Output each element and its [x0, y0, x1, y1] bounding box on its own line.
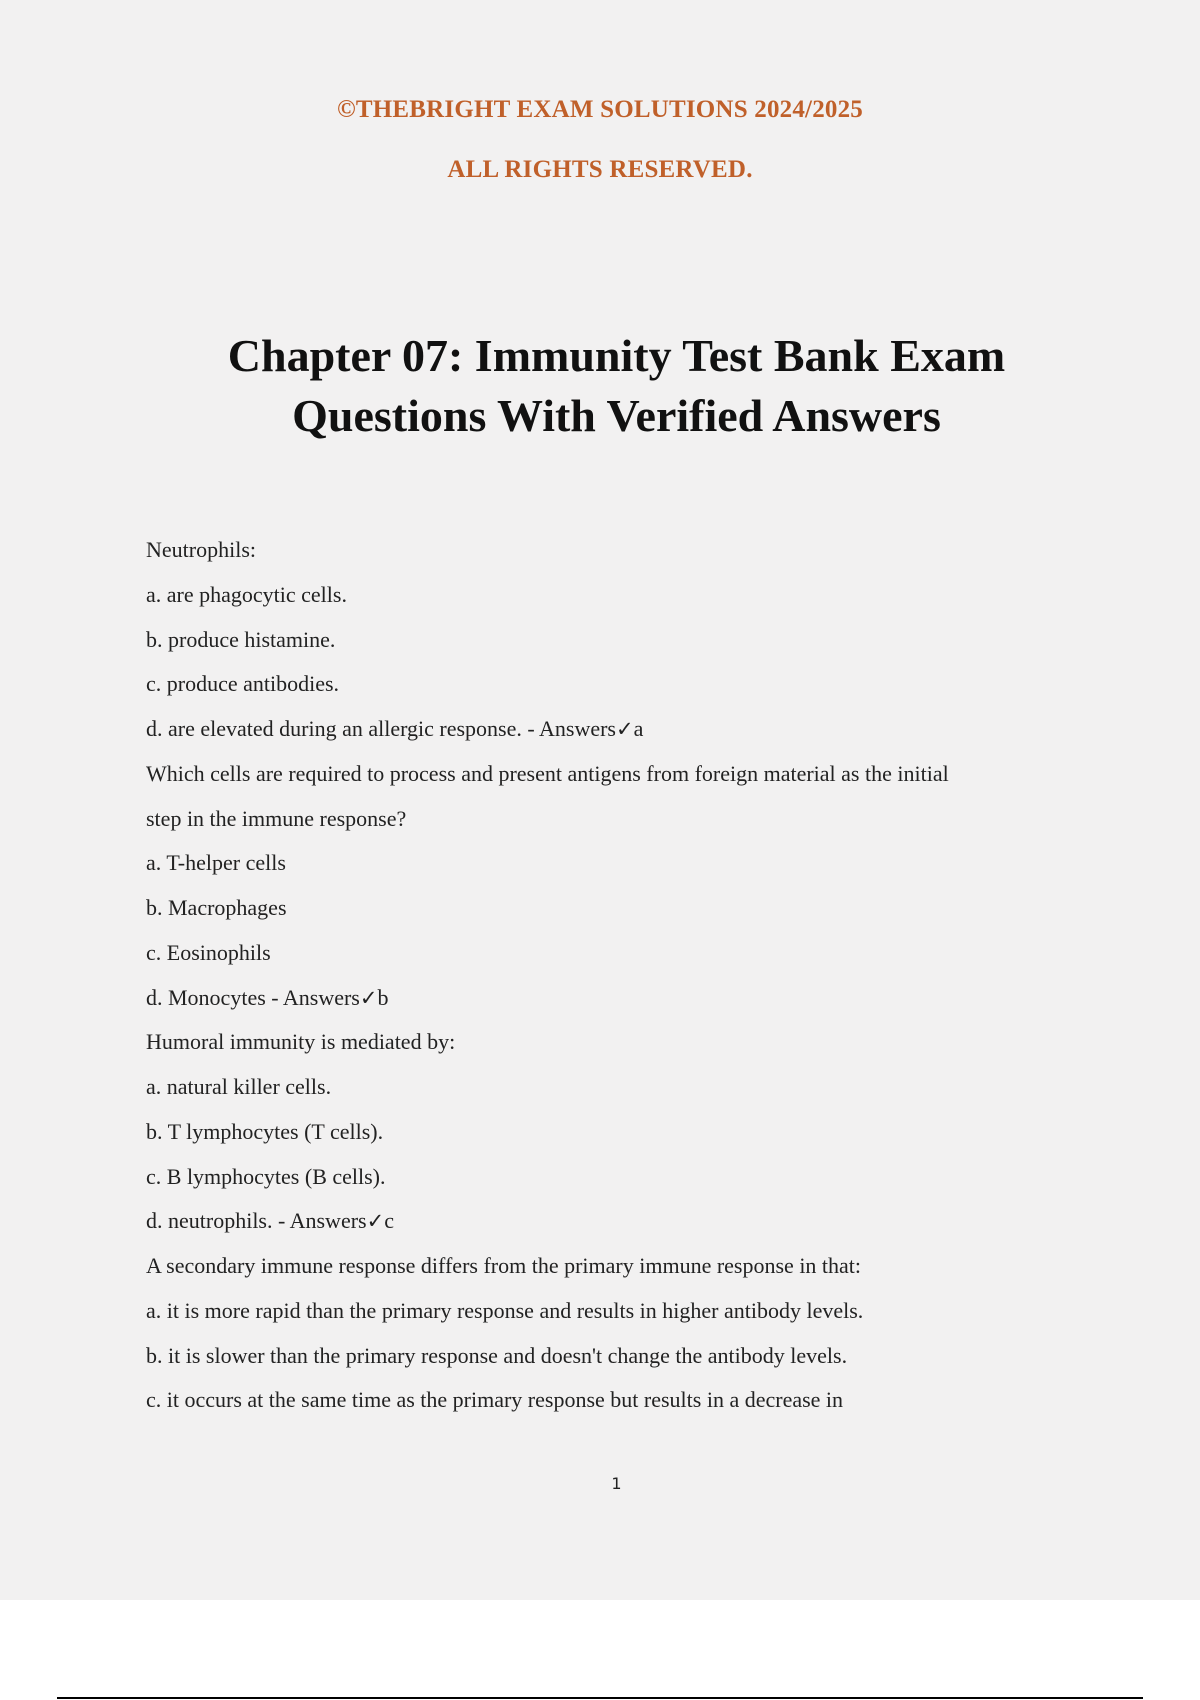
- checkmark-icon: ✓: [615, 717, 634, 741]
- question-2-option-b: b. Macrophages: [146, 895, 287, 920]
- question-list: [146, 534, 1046, 1429]
- title-line-2: Questions With Verified Answers: [292, 390, 941, 441]
- question-1-option-b: b. produce histamine.: [146, 626, 336, 652]
- question-2-option-d-text: d. Monocytes - Answers: [146, 984, 360, 1010]
- question-3-option-d-text: d. neutrophils. - Answers: [146, 1208, 367, 1234]
- page-number: 1: [611, 1474, 622, 1493]
- question-1-option-a: a. are phagocytic cells.: [146, 581, 347, 607]
- question-2-stem-line-2: step in the immune response?: [146, 805, 407, 831]
- copyright-header: ©THEBRIGHT EXAM SOLUTIONS 2024/2025: [336, 96, 863, 123]
- question-4-option-a: a. it is more rapid than the primary response and results in higher antibody levels.: [146, 1297, 864, 1323]
- question-1-option-d-text: d. are elevated during an allergic response. - Answers: [146, 716, 616, 741]
- question-4-option-b: b. it is slower than the primary response and doesn't change the antibody levels.: [146, 1342, 848, 1368]
- footer-divider: [57, 1697, 1143, 1699]
- question-1-stem: Neutrophils:: [146, 537, 256, 562]
- question-3-option-c: c. B lymphocytes (B cells).: [146, 1163, 386, 1189]
- question-2-option-c: c. Eosinophils: [146, 939, 271, 965]
- checkmark-icon: ✓: [359, 985, 378, 1010]
- question-2-stem-line-1: Which cells are required to process and present antigens from foreign material as the initial: [146, 760, 949, 786]
- question-3-stem: Humoral immunity is mediated by:: [146, 1029, 456, 1055]
- document-title: [0, 326, 1200, 446]
- question-1-answer: a: [633, 716, 644, 741]
- question-3-option-d: [146, 1205, 1046, 1250]
- question-2-option-a: a. T-helper cells: [146, 850, 286, 876]
- title-line-1: Chapter 07: Immunity Test Bank Exam: [227, 330, 1006, 381]
- checkmark-icon: ✓: [366, 1209, 385, 1234]
- question-4-option-c: c. it occurs at the same time as the primary response but results in a decrease in: [146, 1387, 844, 1413]
- rights-reserved-header: ALL RIGHTS RESERVED.: [447, 156, 753, 183]
- question-2-option-d: [146, 982, 1046, 1027]
- question-1-option-d: [146, 713, 1046, 758]
- question-1-option-c: c. produce antibodies.: [146, 671, 340, 697]
- question-3-option-b: b. T lymphocytes (T cells).: [146, 1118, 384, 1144]
- question-2-answer: b: [377, 984, 389, 1010]
- question-3-option-a: a. natural killer cells.: [146, 1074, 332, 1099]
- question-4-stem: A secondary immune response differs from the primary immune response in that:: [146, 1253, 862, 1278]
- question-3-answer: c: [384, 1208, 394, 1234]
